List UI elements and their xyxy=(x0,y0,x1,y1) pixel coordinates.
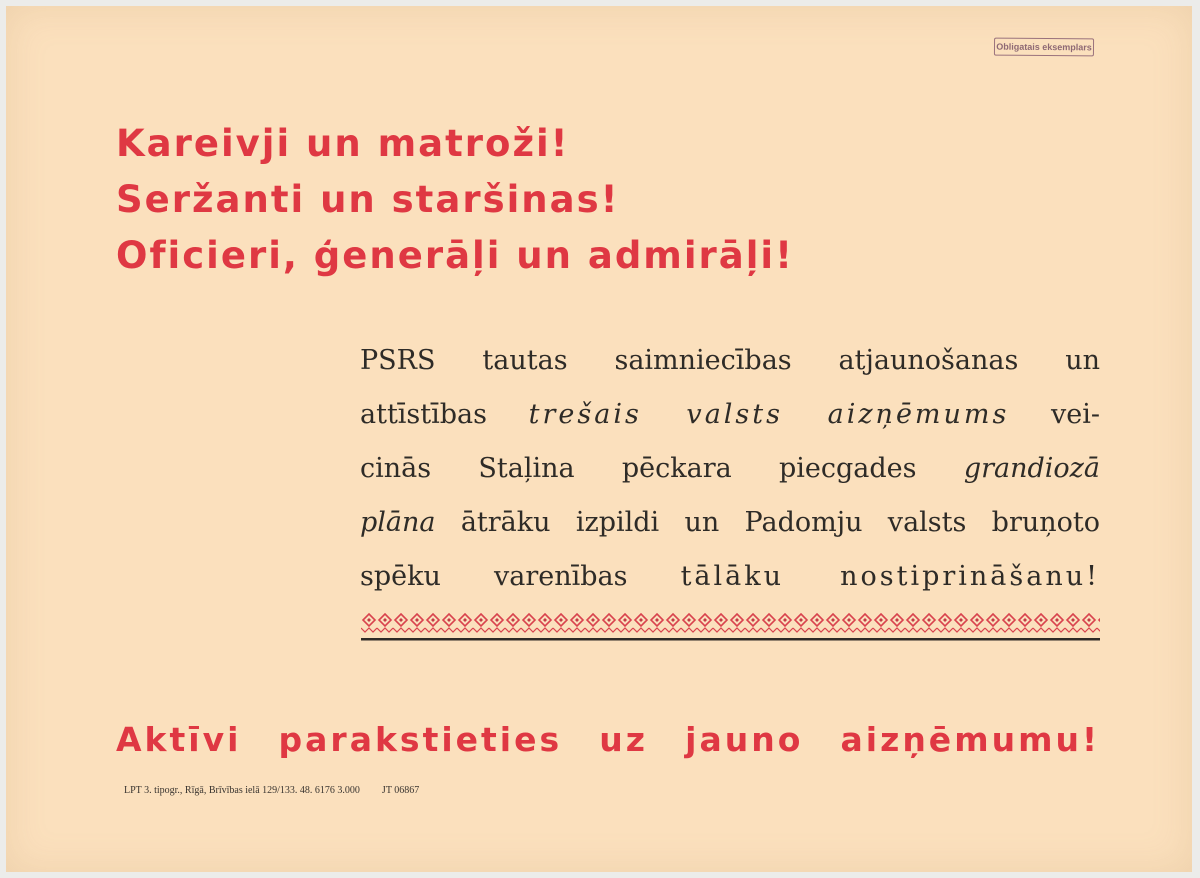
imprint-text: LPT 3. tipogr., Rīgā, Brīvības ielā 129/133. 48. 6176 3.000 xyxy=(124,785,360,796)
headline-line-1: Kareivji un matroži! xyxy=(116,122,570,165)
headline-line-3: Oficieri, ģenerāļi un admirāļi! xyxy=(116,234,794,277)
body-text-plain: spēku varenības xyxy=(360,561,628,592)
body-text-spaced: tālāku nostiprināšanu! xyxy=(680,561,1100,592)
body-text-emphasis: plāna xyxy=(360,507,436,538)
body-line-4 xyxy=(360,496,1100,550)
body-text xyxy=(360,334,1100,604)
body-text-plain: attīstības xyxy=(360,399,488,430)
archive-stamp: Obligatais eksemplars xyxy=(994,38,1094,57)
body-line-2 xyxy=(360,388,1100,442)
printer-imprint xyxy=(124,784,419,798)
body-line-5 xyxy=(360,550,1100,604)
body-text-emphasis: grandiozā xyxy=(963,453,1100,484)
folk-ornament-divider xyxy=(361,612,1100,646)
body-line-1: PSRS tautas saimniecības atjaunošanas un xyxy=(360,345,1100,376)
body-text-plain: vei- xyxy=(1051,399,1100,430)
body-line-3 xyxy=(360,442,1100,496)
headline xyxy=(116,116,794,284)
imprint-code: JT 06867 xyxy=(381,785,420,796)
body-text-emphasis: trešais valsts aizņēmums xyxy=(528,399,1010,430)
poster-sheet xyxy=(6,6,1192,872)
body-text-plain: ātrāku izpildi un Padomju valsts bruņoto xyxy=(460,507,1100,538)
headline-line-2: Seržanti un staršinas! xyxy=(116,178,620,221)
closing-slogan: Aktīvi parakstieties uz jauno aizņēmumu! xyxy=(116,720,1100,759)
body-text-plain: cinās Staļina pēckara piecgades xyxy=(360,453,917,484)
